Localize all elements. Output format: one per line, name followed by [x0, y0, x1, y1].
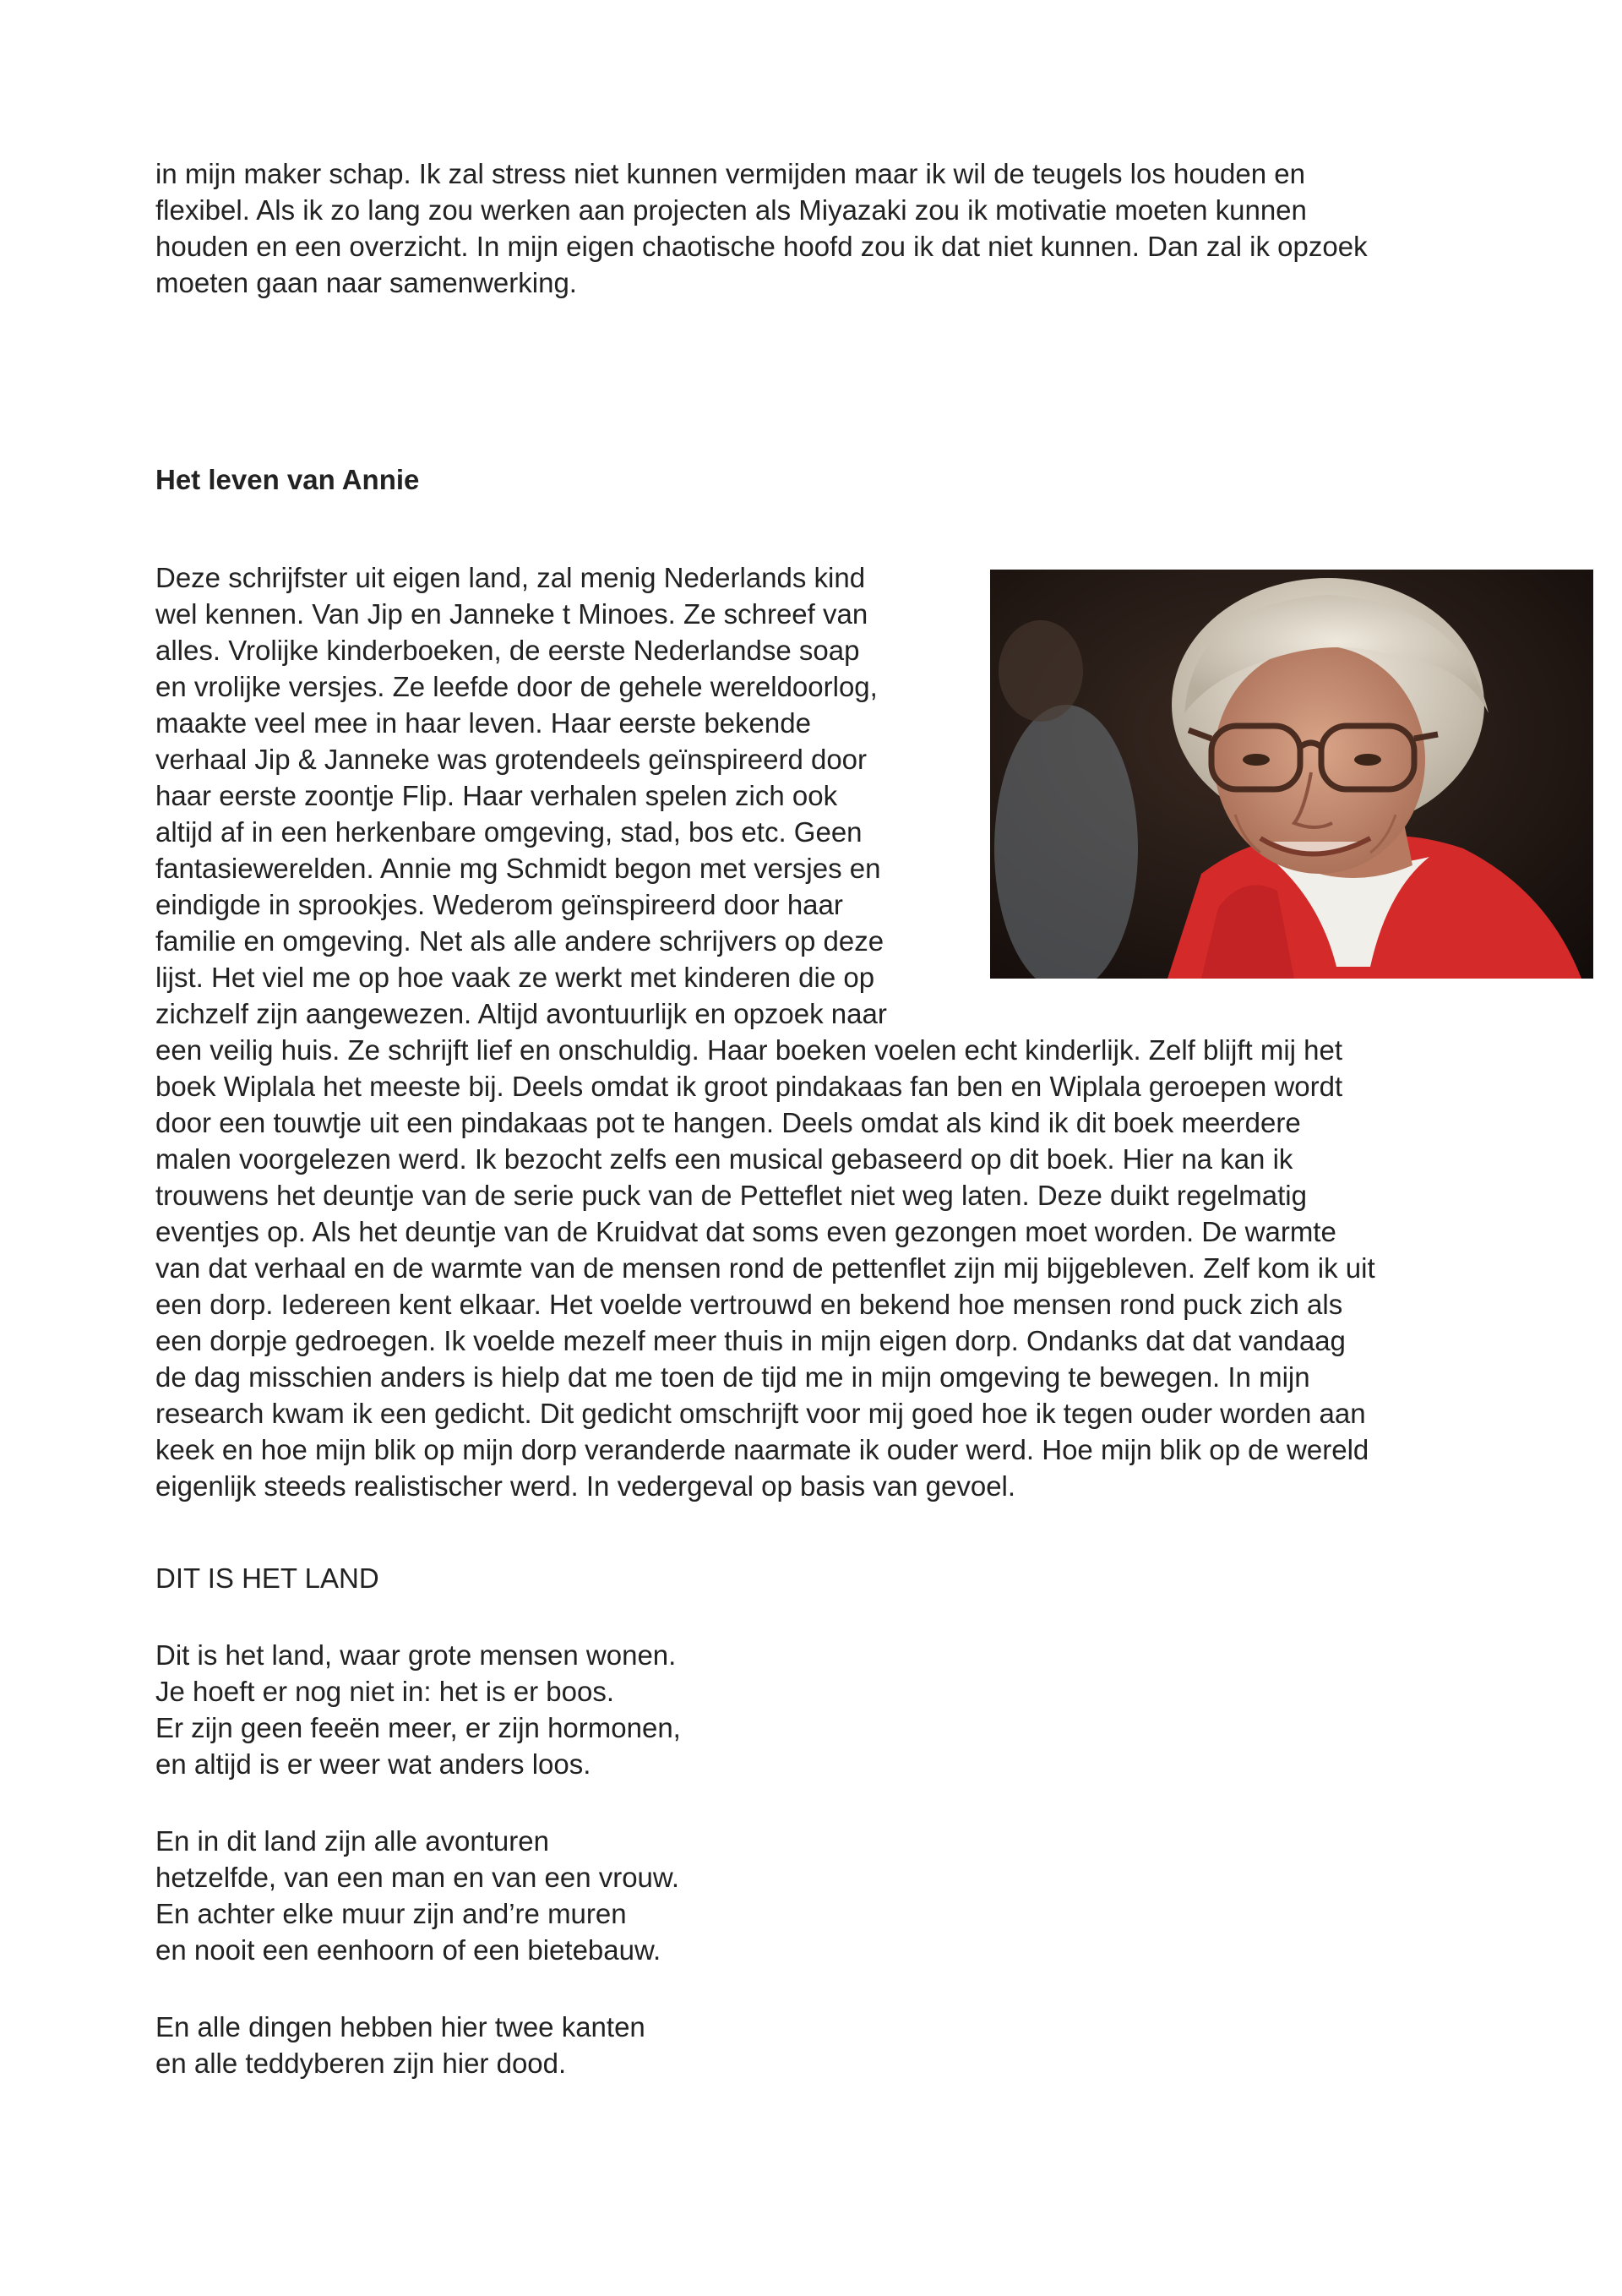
- body-line: de dag misschien anders is hielp dat me toen de tijd me in mijn omgeving te bewegen. In mijn: [155, 1361, 1310, 1393]
- body-line: eindigde in sprookjes. Wederom geïnspireerd door haar: [155, 889, 843, 920]
- poem-line: En alle dingen hebben hier twee kanten: [155, 2011, 645, 2042]
- body-line: door een touwtje uit een pindakaas pot te hangen. Deels omdat als kind ik dit boek meerdere: [155, 1107, 1301, 1138]
- poem-line: en nooit een eenhoorn of een bietebauw.: [155, 1934, 661, 1966]
- body-line: malen voorgelezen werd. Ik bezocht zelfs een musical gebaseerd op dit boek. Hier na kan ik: [155, 1143, 1293, 1175]
- body-line: eigenlijk steeds realistischer werd. In vedergeval op basis van gevoel.: [155, 1470, 1016, 1502]
- poem-title: DIT IS HET LAND: [155, 1562, 379, 1594]
- poem-line: hetzelfde, van een man en van een vrouw.: [155, 1862, 680, 1893]
- intro-line: in mijn maker schap. Ik zal stress niet kunnen vermijden maar ik wil de teugels los houden en: [155, 158, 1305, 189]
- intro-line: houden en een overzicht. In mijn eigen chaotische hoofd zou ik dat niet kunnen. Dan zal ik opzoek: [155, 231, 1368, 262]
- body-line: fantasiewerelden. Annie mg Schmidt begon met versjes en: [155, 853, 881, 884]
- body-line: lijst. Het viel me op hoe vaak ze werkt met kinderen die op: [155, 962, 875, 993]
- intro-line: flexibel. Als ik zo lang zou werken aan projecten als Miyazaki zou ik motivatie moeten kunnen: [155, 194, 1307, 226]
- body-line: Deze schrijfster uit eigen land, zal menig Nederlands kind: [155, 562, 866, 593]
- body-line: een dorpje gedroegen. Ik voelde mezelf meer thuis in mijn eigen dorp. Ondanks dat dat vandaag: [155, 1325, 1346, 1356]
- poem-line: Er zijn geen feeën meer, er zijn hormonen,: [155, 1712, 681, 1743]
- body-line: en vrolijke versjes. Ze leefde door de gehele wereldoorlog,: [155, 671, 878, 702]
- section-heading: Het leven van Annie: [155, 464, 420, 495]
- portrait-photo: [990, 570, 1593, 979]
- poem-line: En achter elke muur zijn and’re muren: [155, 1898, 627, 1929]
- body-line: van dat verhaal en de warmte van de mensen rond de pettenflet zijn mij bijgebleven. Zelf kom ik uit: [155, 1252, 1375, 1284]
- body-line: alles. Vrolijke kinderboeken, de eerste Nederlandse soap: [155, 635, 860, 666]
- body-line: familie en omgeving. Net als alle andere schrijvers op deze: [155, 925, 884, 957]
- body-line: altijd af in een herkenbare omgeving, stad, bos etc. Geen: [155, 816, 863, 848]
- body-line: verhaal Jip & Janneke was grotendeels geïnspireerd door: [155, 744, 868, 775]
- body-line: een veilig huis. Ze schrijft lief en onschuldig. Haar boeken voelen echt kinderlijk. Zelf blijft mij het: [155, 1034, 1343, 1066]
- body-line: keek en hoe mijn blik op mijn dorp veranderde naarmate ik ouder werd. Hoe mijn blik op de wereld: [155, 1434, 1369, 1465]
- body-line: research kwam ik een gedicht. Dit gedicht omschrijft voor mij goed hoe ik tegen ouder worden aan: [155, 1398, 1366, 1429]
- poem-line: en alle teddyberen zijn hier dood.: [155, 2048, 567, 2079]
- poem-line: En in dit land zijn alle avonturen: [155, 1825, 549, 1857]
- body-line: maakte veel mee in haar leven. Haar eerste bekende: [155, 707, 811, 739]
- portrait-illustration: [990, 570, 1593, 979]
- body-line: trouwens het deuntje van de serie puck van de Petteflet niet weg laten. Deze duikt regelmatig: [155, 1180, 1307, 1211]
- body-line: zichzelf zijn aangewezen. Altijd avontuurlijk en opzoek naar: [155, 998, 887, 1029]
- poem-line: Dit is het land, waar grote mensen wonen.: [155, 1639, 677, 1671]
- body-line: een dorp. Iedereen kent elkaar. Het voelde vertrouwd en bekend hoe mensen rond puck zich als: [155, 1289, 1343, 1320]
- body-line: wel kennen. Van Jip en Janneke t Minoes. Ze schreef van: [155, 598, 868, 630]
- body-line: boek Wiplala het meeste bij. Deels omdat ik groot pindakaas fan ben en Wiplala geroepen wordt: [155, 1071, 1343, 1102]
- poem-line: en altijd is er weer wat anders loos.: [155, 1748, 591, 1780]
- intro-line: moeten gaan naar samenwerking.: [155, 267, 577, 298]
- poem-line: Je hoeft er nog niet in: het is er boos.: [155, 1676, 615, 1707]
- body-line: haar eerste zoontje Flip. Haar verhalen spelen zich ook: [155, 780, 838, 811]
- body-line: eventjes op. Als het deuntje van de Kruidvat dat soms even gezongen moet worden. De warmte: [155, 1216, 1336, 1247]
